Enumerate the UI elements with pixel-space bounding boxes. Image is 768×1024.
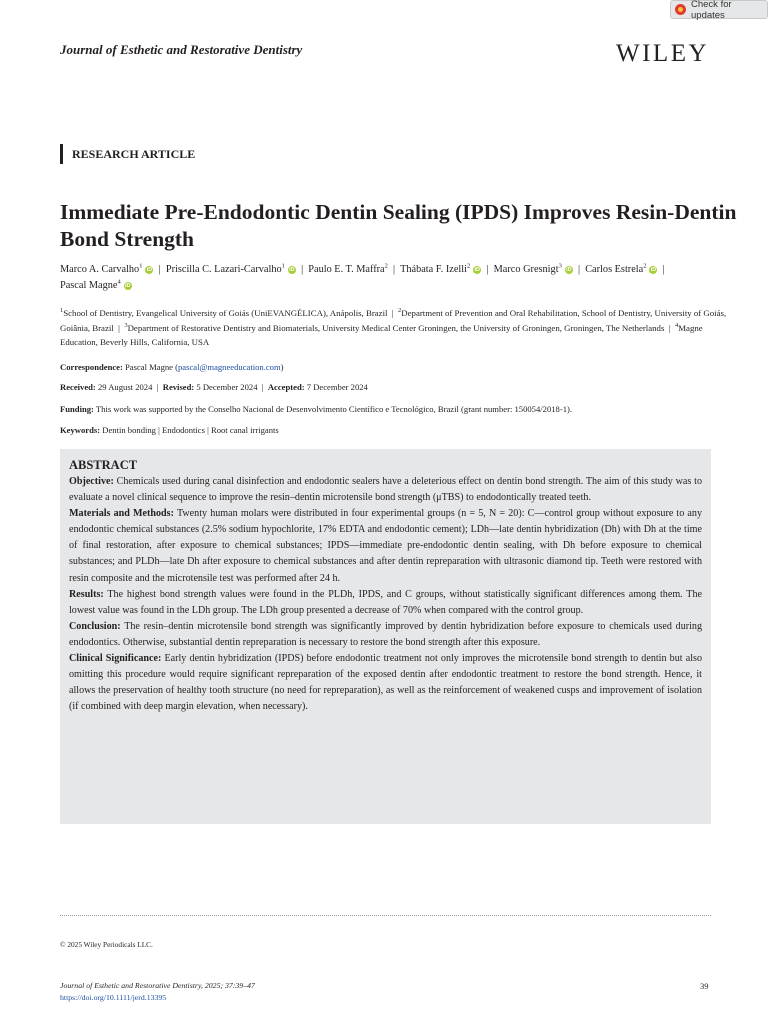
abstract-section: [69, 651, 702, 715]
author: [308, 264, 388, 275]
affiliation-text: Magne Education, Beverly Hills, California, USA: [60, 322, 703, 347]
abstract-section: [69, 506, 702, 586]
orcid-icon[interactable]: iD: [650, 267, 657, 273]
affiliation-separator: |: [668, 322, 671, 333]
author-affiliation-number: 2: [643, 262, 647, 270]
orcid-icon[interactable]: iD: [289, 267, 295, 273]
abstract-section-text: Twenty human molars were distributed in four experimental groups (n = 5, N = 20): C—control group without exposure to any endodontic chemical substances (2.5% sodium hypochlorite, 17% EDTA and endodontic cement); LDh—late dentin hybridization (Dh) with Dh at the time of final restoration, after exposure to chemical substances; IPDS—immediate pre-endodontic dentin sealing, with Dh before exposure to chemical substances; and PLDh—late Dh after exposure to chemical substances and after dentin repreparation with ultrasonic diamond tip. Teeth were restored with resin composite and the microtensile test was performed after 24 h.: [69, 508, 703, 584]
author-name: Marco Gresnigt: [493, 264, 559, 275]
crossmark-icon: [675, 4, 686, 15]
journal-name: Journal of Esthetic and Restorative Dentistry: [60, 42, 303, 57]
orcid-icon[interactable]: iD: [474, 267, 481, 273]
affiliation-separator: |: [391, 308, 394, 318]
page-number: 39: [700, 981, 709, 991]
affiliation-text: Department of Prevention and Oral Rehabilitation, School of Dentistry, University of Goiás, Goiânia, Brazil: [60, 308, 727, 333]
received-date: 29 August 2024: [97, 382, 153, 392]
abstract-heading: ABSTRACT: [69, 458, 138, 472]
article-dates: Received: 29 August 2024 | Revised: 5 December 2024 | Accepted: 7 December 2024: [60, 382, 368, 392]
abstract-section-label: Materials and Methods:: [69, 508, 174, 520]
affiliation-number: 2: [398, 307, 402, 315]
author-separator: |: [158, 264, 161, 275]
correspondence-name: Pascal Magne: [125, 362, 173, 372]
affiliations: [60, 306, 740, 350]
orcid-icon[interactable]: iD: [124, 283, 131, 289]
doi-link[interactable]: https://doi.org/10.1111/jerd.13395: [60, 993, 167, 1002]
author-affiliation-number: 3: [558, 262, 562, 270]
abstract-section-label: Conclusion:: [69, 620, 121, 632]
copyright-notice: © 2025 Wiley Periodicals LLC.: [60, 940, 153, 949]
author-affiliation-number: 1: [281, 262, 285, 270]
funding-text: This work was supported by the Conselho Nacional de Desenvolvimento Científico e Tecnológico, Brazil (grant number: 150054/2018-1).: [95, 404, 573, 414]
author-list: [60, 262, 740, 294]
keywords: [60, 424, 740, 436]
author-name: Pascal Magne: [60, 280, 118, 291]
author: [400, 264, 481, 275]
author: [494, 264, 573, 275]
author: [585, 264, 657, 275]
abstract-section-label: Objective:: [69, 476, 114, 487]
author: [60, 280, 132, 291]
check-for-updates-label: Check for updates: [691, 0, 732, 21]
keywords-label: Keywords:: [60, 425, 101, 435]
correspondence-label: Correspondence:: [60, 362, 123, 372]
revised-date: 5 December 2024: [196, 382, 258, 392]
affiliation-number: 3: [124, 321, 128, 329]
abstract-body: [69, 474, 702, 715]
article-type-label: RESEARCH ARTICLE: [60, 144, 195, 164]
abstract-section-text: Early dentin hybridization (IPDS) before endodontic treatment not only improves the microtensile bond strength to dentin but also omitting this procedure would require significant repreparation of the exposed dentin after endodontic treatment to restore the bond strength. Hence, it allows the preservation of healthy tooth structure (no need for repreparation), as well as the reinforcement of weakened cusps and improvement of isolation (if combined with deep margin elevation, when necessary).: [69, 653, 703, 713]
article-title: Immediate Pre-Endodontic Dentin Sealing (IPDS) Improves Resin-Dentin Bond Strength: [60, 200, 737, 251]
orcid-icon[interactable]: iD: [566, 267, 572, 273]
funding-label: Funding:: [60, 404, 94, 414]
author: [166, 264, 296, 275]
publisher-logo: WILEY: [616, 40, 710, 67]
orcid-icon[interactable]: iD: [146, 267, 153, 273]
keywords-text: Dentin bonding | Endodontics | Root canal irrigants: [102, 425, 279, 435]
received-label: Received:: [60, 382, 96, 392]
check-for-updates-button[interactable]: [670, 0, 768, 19]
abstract-section-text: The resin–dentin microtensile bond strength was significantly improved by dentin hybridization before exposure to chemicals used during endodontics. Otherwise, substantial dentin repreparation is necessary to restore the bond strength after this exposure.: [69, 620, 702, 648]
author-name: Priscilla C. Lazari-Carvalho: [165, 264, 282, 275]
author-affiliation-number: 1: [139, 262, 143, 270]
abstract-section: [69, 474, 702, 506]
accepted-label: Accepted:: [267, 382, 305, 392]
affiliation-number: 1: [60, 307, 64, 315]
affiliation-text: School of Dentistry, Evangelical University of Goiás (UniEVANGÉLICA), Anápolis, Brazil: [63, 308, 388, 318]
author-separator: |: [486, 264, 489, 275]
affiliation-number: 4: [674, 321, 679, 329]
author-separator: |: [577, 264, 581, 275]
author-affiliation-number: 4: [117, 278, 121, 286]
author-name: Carlos Estrela: [585, 264, 644, 275]
abstract-section-text: Chemicals used during canal disinfection and endodontic sealers have a deleterious effect on dentin bond strength. The aim of this study was to evaluate a novel clinical sequence to improve the resin–dentin microtensile bond strength (μTBS) to endodontically treated teeth.: [69, 476, 702, 504]
accepted-date: 7 December 2024: [306, 382, 368, 392]
funding: [60, 403, 740, 415]
footer-divider: [60, 915, 711, 916]
author-separator: |: [301, 264, 304, 275]
affiliation-separator: |: [118, 322, 120, 333]
affiliation-text: Department of Restorative Dentistry and Biomaterials, University Medical Center Groningen, the University of Groningen, Groningen, The Netherlands: [127, 322, 665, 333]
author-affiliation-number: 2: [384, 262, 388, 270]
author-name: Marco A. Carvalho: [60, 264, 140, 275]
abstract-section: [69, 587, 702, 619]
revised-label: Revised:: [162, 382, 195, 392]
footer-citation: Journal of Esthetic and Restorative Dentistry, 2025; 37:39–47: [60, 981, 255, 990]
author: [60, 264, 153, 275]
author-name: Paulo E. T. Maffra: [308, 264, 385, 275]
correspondence: Correspondence: Pascal Magne (pascal@magneeducation.com): [60, 362, 284, 372]
author-separator: |: [393, 264, 396, 275]
abstract-section: [69, 619, 702, 651]
correspondence-email-link[interactable]: pascal@magneeducation.com: [178, 362, 281, 372]
author-affiliation-number: 2: [467, 262, 471, 270]
abstract-section-label: Clinical Significance:: [69, 653, 162, 665]
author-separator: |: [662, 264, 665, 275]
abstract-section-text: The highest bond strength values were found in the PLDh, IPDS, and C groups, without statistically significant differences among them. The lowest value was found in the LDh group. The LDh group presented a decrease of 70% when compared with the control group.: [69, 588, 702, 616]
author-name: Thábata F. Izelli: [400, 264, 468, 275]
abstract-section-label: Results:: [69, 588, 104, 600]
